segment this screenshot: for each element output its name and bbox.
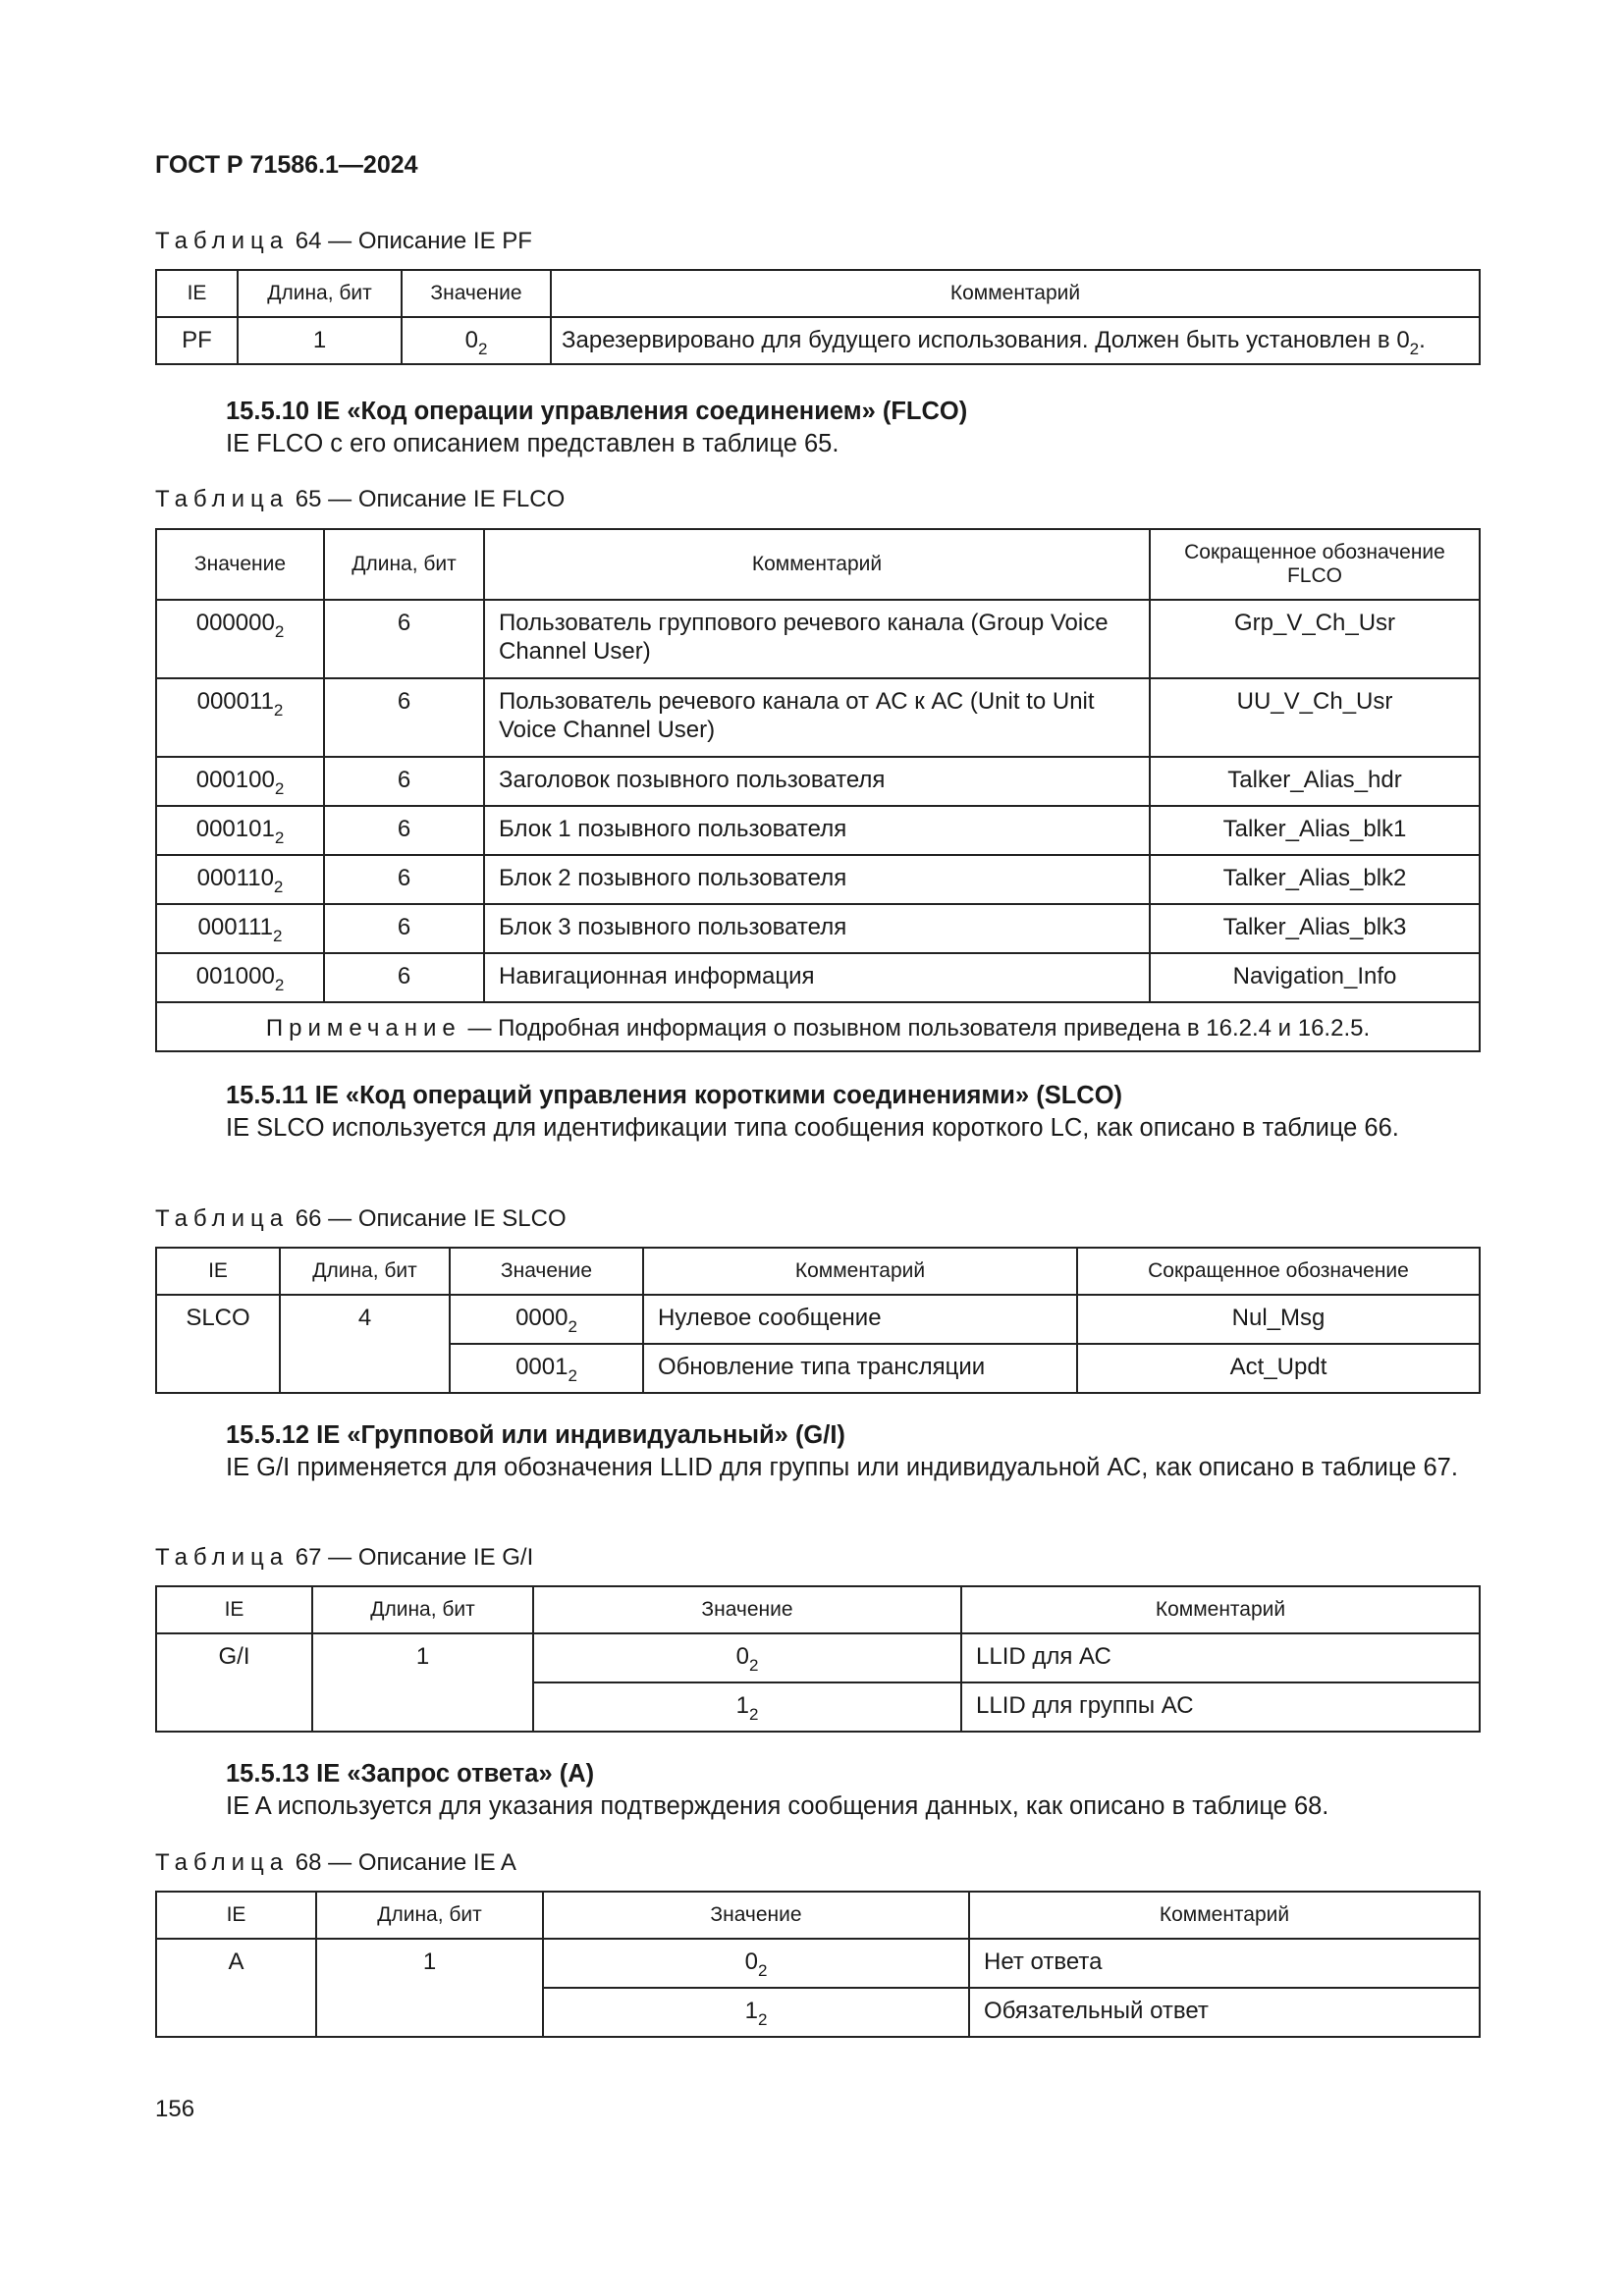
caption-label: Таблица — [155, 228, 290, 254]
cell-abbreviation: Act_Updt — [1077, 1344, 1480, 1393]
header-comment: Комментарий — [551, 270, 1480, 317]
value-digits: 0 — [464, 327, 478, 353]
cell-comment: Пользователь речевого канала от АС к АС (Unit to Unit Voice Channel User) — [484, 678, 1150, 757]
caption-text: 66 — Описание IE SLCO — [295, 1205, 567, 1232]
header-abbreviation: Сокращенное обозначение FLCO — [1150, 529, 1480, 600]
cell-abbreviation: Talker_Alias_hdr — [1150, 757, 1480, 806]
cell-value — [156, 757, 324, 806]
table-65 — [155, 528, 1481, 1052]
value-base: 2 — [757, 1961, 768, 1980]
table-67 — [155, 1585, 1481, 1733]
cell-length: 6 — [324, 678, 484, 757]
section-paragraph: IE FLCO с его описанием представлен в таблице 65. — [226, 430, 839, 457]
header-ie: IE — [156, 1892, 316, 1939]
cell-value — [156, 904, 324, 953]
cell-length: 1 — [312, 1633, 533, 1732]
section-heading: 15.5.13 IE «Запрос ответа» (A) — [226, 1760, 595, 1788]
section-heading: 15.5.10 IE «Код операции управления соединением» (FLCO) — [226, 398, 968, 425]
cell-comment: Блок 2 позывного пользователя — [484, 855, 1150, 904]
value-base: 2 — [274, 779, 285, 798]
section-heading: 15.5.11 IE «Код операций управления короткими соединениями» (SLCO) — [226, 1082, 1123, 1109]
value-digits: 000111 — [197, 914, 274, 940]
cell-value — [533, 1682, 961, 1732]
cell-abbreviation: Navigation_Info — [1150, 953, 1480, 1002]
table-note — [156, 1002, 1480, 1051]
cell-comment: Обновление типа трансляции — [643, 1344, 1077, 1393]
cell-value — [156, 855, 324, 904]
value-base: 2 — [273, 927, 283, 945]
cell-length: 6 — [324, 757, 484, 806]
note-label: Примечание — [265, 1014, 461, 1041]
document-header: ГОСТ Р 71586.1—2024 — [155, 151, 418, 179]
cell-value — [543, 1988, 969, 2037]
table-row — [156, 678, 1480, 757]
value-base: 2 — [568, 1366, 577, 1385]
section-15-5-11 — [155, 1080, 1481, 1145]
cell-comment: Нет ответа — [969, 1939, 1480, 1988]
section-15-5-12 — [155, 1419, 1481, 1484]
caption-text: 68 — Описание IE A — [295, 1849, 516, 1876]
header-length: Длина, бит — [280, 1248, 450, 1295]
caption-label: Таблица — [155, 1849, 290, 1876]
value-digits: 0001 — [515, 1354, 568, 1380]
value-digits: 1 — [735, 1692, 749, 1719]
section-heading: 15.5.12 IE «Групповой или индивидуальный» (G/I) — [226, 1421, 845, 1449]
header-comment: Комментарий — [969, 1892, 1480, 1939]
table-row — [156, 600, 1480, 678]
header-abbreviation: Сокращенное обозначение — [1077, 1248, 1480, 1295]
header-comment: Комментарий — [643, 1248, 1077, 1295]
cell-value — [533, 1633, 961, 1682]
cell-length: 6 — [324, 600, 484, 678]
section-15-5-10 — [155, 396, 1481, 460]
cell-comment — [551, 317, 1480, 364]
value-digits: 000110 — [196, 865, 274, 891]
cell-length: 1 — [316, 1939, 543, 2037]
comment-base: 2 — [1409, 340, 1420, 358]
table-row — [156, 855, 1480, 904]
header-ie: IE — [156, 1586, 312, 1633]
cell-length: 6 — [324, 806, 484, 855]
cell-comment: Обязательный ответ — [969, 1988, 1480, 2037]
cell-abbreviation: Talker_Alias_blk3 — [1150, 904, 1480, 953]
table-65-caption — [155, 486, 565, 513]
value-digits: 000101 — [195, 816, 275, 842]
value-digits: 0 — [735, 1643, 749, 1670]
caption-label: Таблица — [155, 486, 290, 512]
comment-text: Зарезервировано для будущего использования. Должен быть установлен в 0 — [562, 327, 1410, 353]
caption-text: 65 — Описание IE FLCO — [295, 486, 566, 512]
comment-end: . — [1419, 327, 1426, 353]
cell-length: 6 — [324, 855, 484, 904]
table-68 — [155, 1891, 1481, 2038]
header-length: Длина, бит — [312, 1586, 533, 1633]
table-64-caption — [155, 228, 532, 255]
cell-length: 1 — [238, 317, 402, 364]
caption-text: 67 — Описание IE G/I — [295, 1544, 534, 1571]
cell-comment: LLID для группы АС — [961, 1682, 1480, 1732]
section-paragraph: IE G/I применяется для обозначения LLID для группы или индивидуальной АС, как описано в таблице 67. — [226, 1454, 1458, 1481]
cell-comment: Нулевое сообщение — [643, 1295, 1077, 1344]
table-row — [156, 953, 1480, 1002]
value-digits: 000011 — [196, 688, 274, 715]
cell-ie: SLCO — [156, 1295, 280, 1393]
table-row — [156, 1939, 1480, 1988]
cell-comment: LLID для АС — [961, 1633, 1480, 1682]
table-67-caption — [155, 1544, 533, 1572]
cell-length: 4 — [280, 1295, 450, 1393]
cell-length: 6 — [324, 904, 484, 953]
header-value: Значение — [450, 1248, 643, 1295]
value-digits: 000100 — [195, 767, 275, 793]
section-15-5-13 — [155, 1758, 1481, 1823]
cell-comment: Заголовок позывного пользователя — [484, 757, 1150, 806]
cell-abbreviation: UU_V_Ch_Usr — [1150, 678, 1480, 757]
value-base: 2 — [273, 701, 284, 720]
cell-ie: A — [156, 1939, 316, 2037]
note-text: — Подробная информация о позывном пользователя приведена в 16.2.4 и 16.2.5. — [460, 1014, 1371, 1041]
cell-value — [402, 317, 551, 364]
value-base: 2 — [748, 1705, 759, 1724]
cell-comment: Блок 1 позывного пользователя — [484, 806, 1150, 855]
value-base: 2 — [274, 622, 285, 641]
value-digits: 1 — [744, 1998, 758, 2024]
header-value: Значение — [402, 270, 551, 317]
cell-comment: Пользователь группового речевого канала (Group Voice Channel User) — [484, 600, 1150, 678]
value-base: 2 — [568, 1317, 577, 1336]
table-66 — [155, 1247, 1481, 1394]
cell-abbreviation: Grp_V_Ch_Usr — [1150, 600, 1480, 678]
value-base: 2 — [273, 878, 284, 896]
value-digits: 001000 — [195, 963, 275, 989]
cell-length: 6 — [324, 953, 484, 1002]
table-row — [156, 1633, 1480, 1682]
page-number: 156 — [155, 2096, 195, 2122]
value-base: 2 — [748, 1656, 759, 1675]
header-value: Значение — [156, 529, 324, 600]
cell-ie: G/I — [156, 1633, 312, 1732]
table-row — [156, 317, 1480, 364]
value-base: 2 — [274, 976, 285, 994]
cell-abbreviation: Talker_Alias_blk1 — [1150, 806, 1480, 855]
table-row — [156, 904, 1480, 953]
header-comment: Комментарий — [484, 529, 1150, 600]
header-length: Длина, бит — [238, 270, 402, 317]
cell-value — [156, 600, 324, 678]
caption-text: 64 — Описание IE PF — [295, 228, 532, 254]
cell-abbreviation: Talker_Alias_blk2 — [1150, 855, 1480, 904]
value-base: 2 — [757, 2010, 768, 2029]
header-value: Значение — [533, 1586, 961, 1633]
cell-abbreviation: Nul_Msg — [1077, 1295, 1480, 1344]
section-paragraph: IE SLCO используется для идентификации типа сообщения короткого LC, как описано в таблице 66. — [226, 1114, 1399, 1142]
cell-comment: Навигационная информация — [484, 953, 1150, 1002]
header-value: Значение — [543, 1892, 969, 1939]
header-ie: IE — [156, 1248, 280, 1295]
caption-label: Таблица — [155, 1205, 290, 1232]
cell-value — [543, 1939, 969, 1988]
table-66-caption — [155, 1205, 567, 1233]
value-base: 2 — [477, 340, 488, 358]
cell-ie: PF — [156, 317, 238, 364]
cell-value — [156, 806, 324, 855]
cell-value — [450, 1344, 643, 1393]
section-paragraph: IE A используется для указания подтверждения сообщения данных, как описано в таблице 68. — [226, 1792, 1329, 1820]
cell-value — [450, 1295, 643, 1344]
header-ie: IE — [156, 270, 238, 317]
caption-label: Таблица — [155, 1544, 290, 1571]
table-64 — [155, 269, 1481, 365]
table-row — [156, 806, 1480, 855]
value-base: 2 — [274, 828, 285, 847]
value-digits: 0 — [744, 1949, 758, 1975]
table-note-row — [156, 1002, 1480, 1051]
table-row — [156, 1295, 1480, 1344]
table-row — [156, 757, 1480, 806]
header-comment: Комментарий — [961, 1586, 1480, 1633]
header-length: Длина, бит — [324, 529, 484, 600]
table-68-caption — [155, 1849, 516, 1877]
cell-value — [156, 678, 324, 757]
header-length: Длина, бит — [316, 1892, 543, 1939]
cell-comment: Блок 3 позывного пользователя — [484, 904, 1150, 953]
value-digits: 0000 — [515, 1305, 568, 1331]
value-digits: 000000 — [195, 610, 275, 636]
cell-value — [156, 953, 324, 1002]
